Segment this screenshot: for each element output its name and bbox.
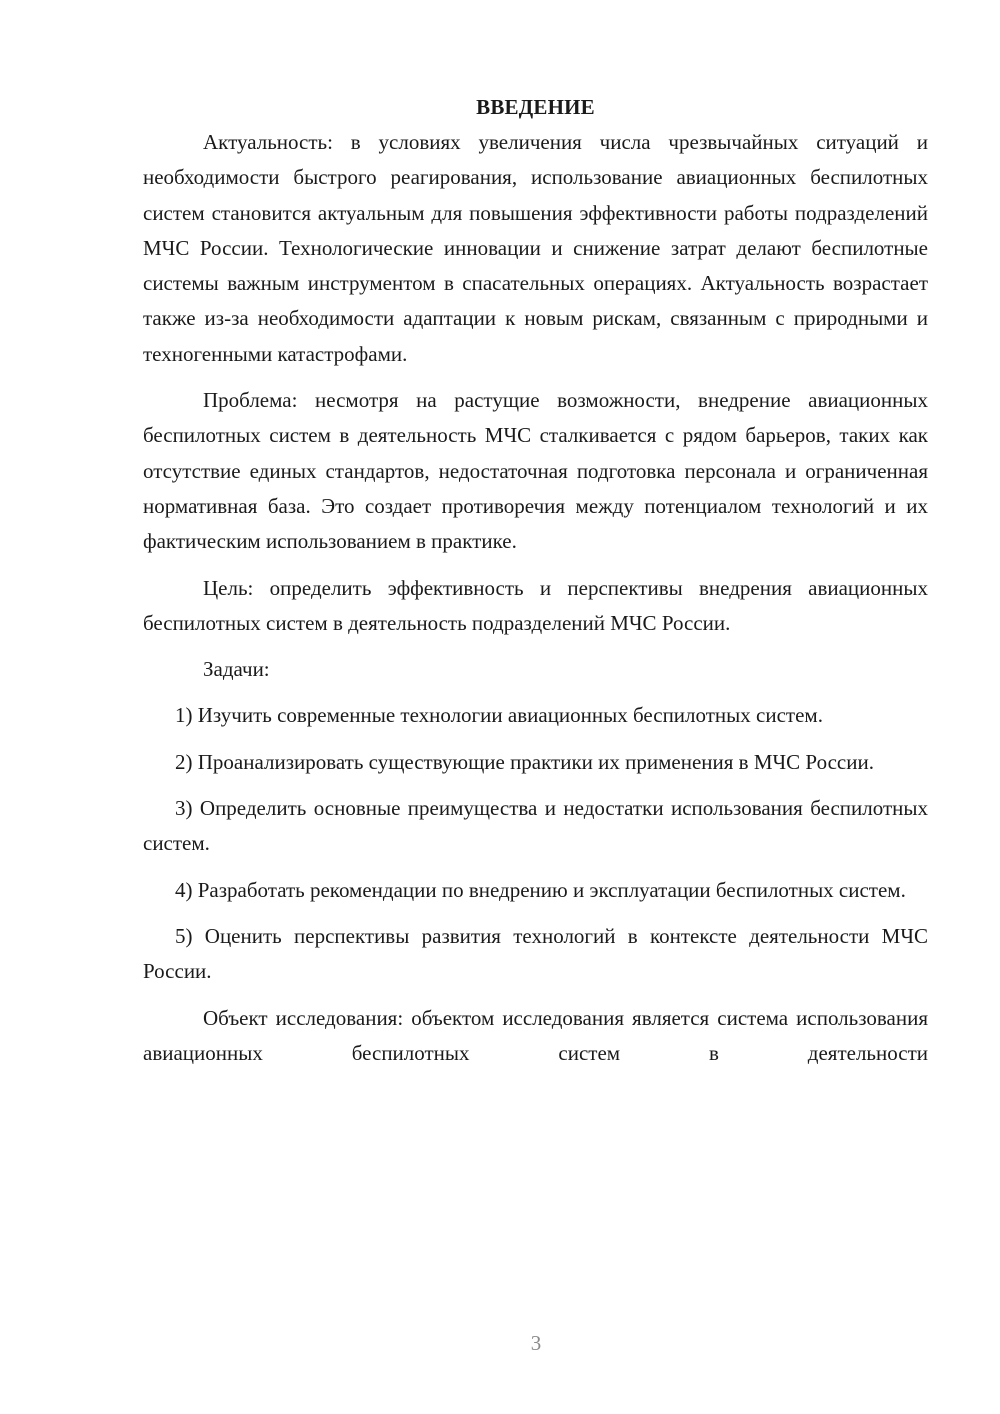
tasks-label: Задачи: (203, 657, 270, 682)
task-item-2: 2) Проанализировать существующие практики их применения в МЧС России. (175, 749, 874, 774)
paragraph-object: Объект исследования: объектом исследования является система использования авиационных беспилотных систем в деятельности (143, 1005, 928, 1065)
task-item-4: 4) Разработать рекомендации по внедрению и эксплуатации беспилотных систем. (175, 877, 906, 902)
paragraph-problem: Проблема: несмотря на растущие возможности, внедрение авиационных беспилотных систем в деятельность МЧС сталкивается с рядом барьеров, таких как отсутствие единых стандартов, недостаточная подготовка персонала и ограниченная нормативная база. Это создает противоречия между потенциалом технологий и их фактическим использованием в практике. (143, 388, 928, 554)
page-number: 3 (530, 1331, 542, 1355)
task-item-5: 5) Оценить перспективы развития технологий в контексте деятельности МЧС России. (143, 923, 928, 984)
page-title: ВВЕДЕНИЕ (476, 95, 595, 119)
paragraph-goal: Цель: определить эффективность и перспективы внедрения авиационных беспилотных систем в деятельность подразделений МЧС России. (143, 575, 928, 635)
task-item-3: 3) Определить основные преимущества и недостатки использования беспилотных систем. (143, 796, 928, 856)
document-page (143, 90, 928, 1071)
task-item-1: 1) Изучить современные технологии авиационных беспилотных систем. (175, 703, 823, 728)
paragraph-relevance: Актуальность: в условиях увеличения числа чрезвычайных ситуаций и необходимости быстрого реагирования, использование авиационных беспилотных систем становится актуальным для повышения эффективности работы подразделений МЧС России. Технологические инновации и снижение затрат делают беспилотные системы важным инструментом в спасательных операциях. Актуальность возрастает также из-за необходимости адаптации к новым рискам, связанным с природными и техногенными катастрофами. (143, 130, 928, 366)
